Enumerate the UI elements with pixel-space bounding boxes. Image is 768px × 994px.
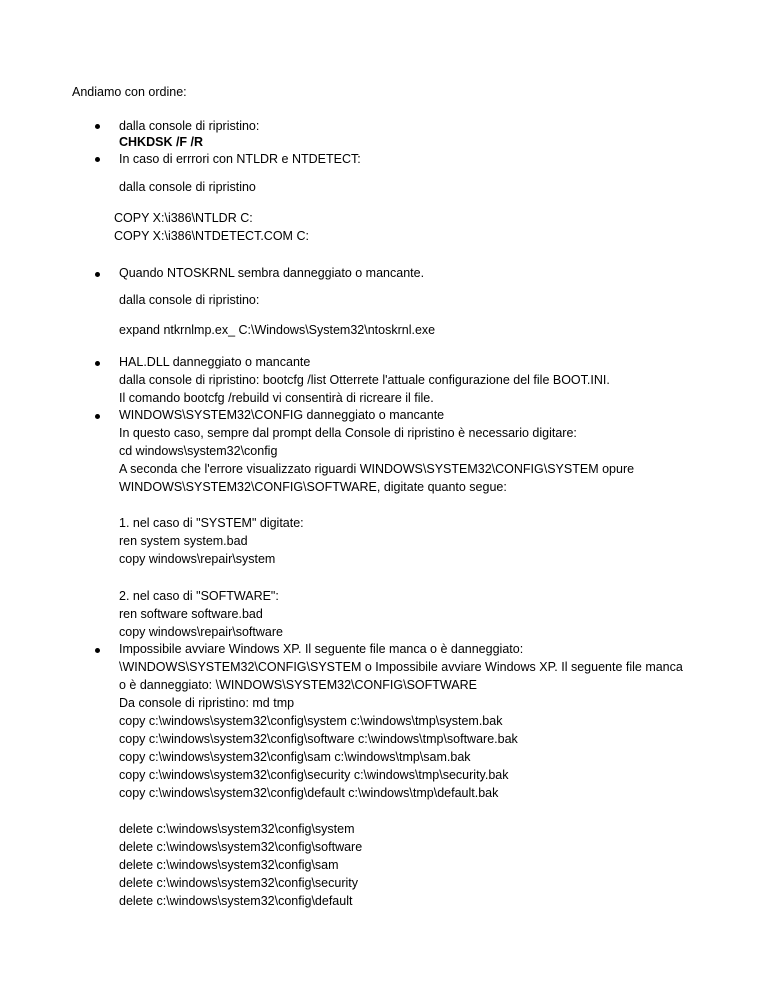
command-line: cd windows\system32\config [119, 444, 278, 458]
text-line: A seconda che l'errore visualizzato riguardi WINDOWS\SYSTEM32\CONFIG\SYSTEM opure [119, 462, 635, 476]
text-line: In questo caso, sempre dal prompt della Console di ripristino è necessario digitare: [119, 426, 577, 440]
command-line: copy c:\windows\system32\config\default c:\windows\tmp\default.bak [119, 786, 499, 800]
bullet-icon [95, 414, 100, 419]
command-line: copy c:\windows\system32\config\software c:\windows\tmp\software.bak [119, 732, 518, 746]
command-line: copy c:\windows\system32\config\sam c:\windows\tmp\sam.bak [119, 750, 471, 764]
text-line: WINDOWS\SYSTEM32\CONFIG\SOFTWARE, digitate quanto segue: [119, 480, 507, 494]
text-line: HAL.DLL danneggiato o mancante [119, 355, 311, 369]
command-line: delete c:\windows\system32\config\sam [119, 858, 339, 872]
command-line: COPY X:\i386\NTLDR C: [114, 211, 253, 225]
text-line: Da console di ripristino: md tmp [119, 696, 295, 710]
bullet-icon [95, 272, 100, 277]
command-line: delete c:\windows\system32\config\default [119, 894, 353, 908]
command-line: COPY X:\i386\NTDETECT.COM C: [114, 229, 309, 243]
command-line: expand ntkrnlmp.ex_ C:\Windows\System32\ntoskrnl.exe [119, 323, 436, 337]
text-line: o è danneggiato: \WINDOWS\SYSTEM32\CONFIG\SOFTWARE [119, 678, 477, 692]
text-line: WINDOWS\SYSTEM32\CONFIG danneggiato o mancante [119, 408, 445, 422]
text-line: Il comando bootcfg /rebuild vi consentirà di ricreare il file. [119, 391, 434, 405]
text-line: \WINDOWS\SYSTEM32\CONFIG\SYSTEM o Impossibile avviare Windows XP. Il seguente file manca [119, 660, 683, 674]
command-line: ren system system.bad [119, 534, 248, 548]
bullet-icon [95, 361, 100, 366]
command-line: CHKDSK /F /R [119, 135, 204, 149]
text-line: 2. nel caso di "SOFTWARE": [119, 589, 279, 603]
command-line: copy c:\windows\system32\config\system c:\windows\tmp\system.bak [119, 714, 503, 728]
text-line: dalla console di ripristino: [119, 293, 260, 307]
bullet-icon [95, 157, 100, 162]
command-line: ren software software.bad [119, 607, 263, 621]
text-line: Quando NTOSKRNL sembra danneggiato o mancante. [119, 266, 425, 280]
text-line: dalla console di ripristino: [119, 119, 260, 133]
command-line: delete c:\windows\system32\config\software [119, 840, 363, 854]
command-line: copy windows\repair\system [119, 552, 276, 566]
text-line: dalla console di ripristino [119, 180, 256, 194]
bullet-icon [95, 648, 100, 653]
text-line: dalla console di ripristino: bootcfg /list Otterrete l'attuale configurazione del file BOOT.INI. [119, 373, 610, 387]
command-line: delete c:\windows\system32\config\security [119, 876, 358, 890]
bullet-icon [95, 124, 100, 129]
command-line: copy c:\windows\system32\config\security c:\windows\tmp\security.bak [119, 768, 509, 782]
command-line: delete c:\windows\system32\config\system [119, 822, 355, 836]
command-line: copy windows\repair\software [119, 625, 283, 639]
text-line: In caso di errrori con NTLDR e NTDETECT: [119, 152, 361, 166]
intro-line: Andiamo con ordine: [72, 85, 187, 99]
text-line: Impossibile avviare Windows XP. Il seguente file manca o è danneggiato: [119, 642, 524, 656]
text-line: 1. nel caso di "SYSTEM" digitate: [119, 516, 304, 530]
